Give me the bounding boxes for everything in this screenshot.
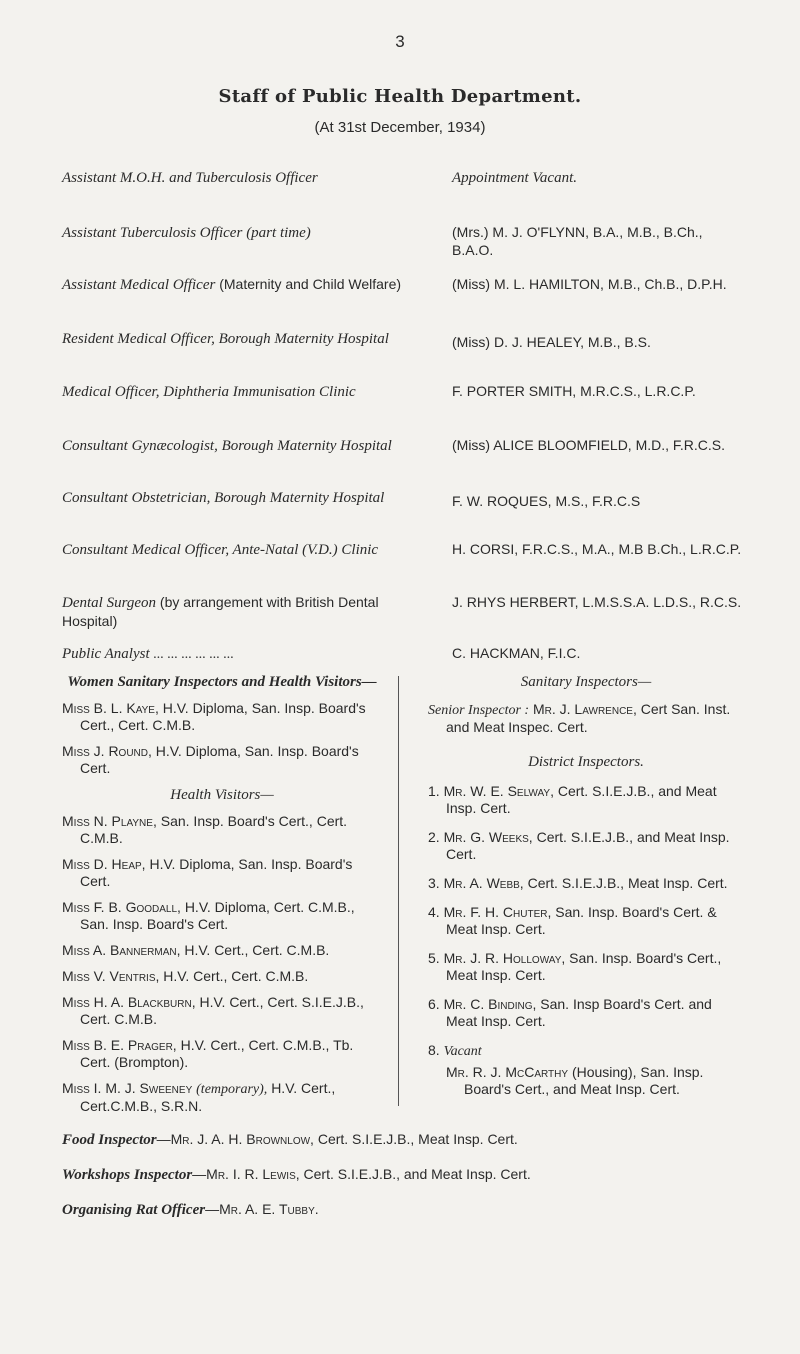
page-subtitle: (At 31st December, 1934) [314, 119, 486, 136]
appointment-role: Medical Officer, Diphtheria Immunisation Clinic [62, 384, 356, 400]
staff-quals: H.V. Diploma, San. Insp. Board's Cert. [80, 856, 353, 889]
staff-name: —Mr. J. A. H. Brownlow, [156, 1131, 314, 1147]
staff-quals: H.V. Cert., Cert.C.M.B., S.R.N. [80, 1080, 336, 1114]
staff-name: Mr. W. E. Selway, [443, 783, 554, 799]
appointment-name: (Mrs.) M. J. O'FLYNN, B.A., M.B., B.Ch., B.A.O. [452, 224, 703, 258]
staff-quals: San. Insp. Board's Cert., Cert. C.M.B. [80, 813, 348, 846]
section-heading: Women Sanitary Inspectors and Health Visitors— [67, 674, 377, 690]
appointment-role: Resident Medical Officer, Borough Maternity Hospital [62, 331, 389, 347]
staff-quals: San. Insp Board's Cert. and Meat Insp. Cert. [446, 996, 712, 1029]
list-item [428, 875, 744, 892]
staff-name: —Mr. A. E. Tubby. [205, 1201, 319, 1217]
staff-quals: H.V. Cert., Cert. S.I.E.J.B., Cert. C.M.B. [80, 994, 364, 1027]
appointment-role-extra: (by arrangement with British Dental Hospital) [62, 594, 379, 629]
staff-name: Miss N. Playne, [62, 813, 157, 829]
staff-name: Mr. F. H. Chuter, [443, 904, 552, 920]
section-heading: Sanitary Inspectors— [520, 674, 652, 690]
footer-label: Workshops Inspector [62, 1167, 193, 1183]
staff-name: Mr. C. Binding, [443, 996, 537, 1012]
staff-quals: Cert San. Inst. and Meat Inspec. Cert. [446, 701, 731, 735]
appointment-name: (Miss) M. L. HAMILTON, M.B., Ch.B., D.P.H. [452, 276, 727, 292]
staff-quals: Cert. S.I.E.J.B., and Meat Insp. Cert. [446, 829, 730, 862]
staff-name: —Mr. I. R. Lewis, [192, 1166, 300, 1182]
staff-name: Mr. R. J. McCarthy [446, 1064, 569, 1080]
page-number: 3 [395, 32, 405, 51]
list-item [62, 700, 382, 734]
staff-quals: H.V. Diploma, Cert. C.M.B., San. Insp. Board's Cert. [80, 899, 355, 932]
list-item [428, 829, 744, 863]
list-item [428, 1042, 744, 1060]
staff-name: Vacant [443, 1044, 482, 1059]
list-item [428, 1064, 744, 1098]
appointment-name: F. PORTER SMITH, M.R.C.S., L.R.C.P. [452, 383, 696, 399]
appointment-role: Public Analyst [62, 646, 150, 662]
senior-label: Senior Inspector : [428, 703, 530, 718]
staff-quals: Cert. S.I.E.J.B., and Meat Insp. Cert. [303, 1166, 531, 1182]
list-item [62, 942, 382, 959]
staff-name: Mr. A. Webb, [443, 875, 524, 891]
list-item [62, 856, 382, 890]
appointment-name: H. CORSI, F.R.C.S., M.A., M.B B.Ch., L.R.C.P. [452, 541, 742, 557]
list-item [62, 899, 382, 933]
staff-quals: San. Insp. Board's Cert. & Meat Insp. Cert. [446, 904, 717, 937]
staff-quals: H.V. Cert., Cert. C.M.B. [184, 942, 330, 958]
staff-quals: Cert. S.I.E.J.B., Meat Insp. Cert. [317, 1131, 518, 1147]
staff-name: Mr. J. R. Holloway, [443, 950, 566, 966]
staff-name: Miss I. M. J. Sweeney [62, 1080, 193, 1096]
appointment-role: Assistant Tuberculosis Officer [62, 225, 243, 241]
staff-name: Miss A. Bannerman, [62, 942, 181, 958]
staff-name: Miss B. E. Prager, [62, 1037, 177, 1053]
appointment-role: Consultant Medical Officer, Ante-Natal (V.D.) Clinic [62, 542, 379, 558]
list-item [62, 1080, 382, 1115]
appointment-role-extra: (Maternity and Child Welfare) [219, 276, 402, 292]
staff-quals: H.V. Cert., Cert. C.M.B. [163, 968, 309, 984]
staff-quals: Cert. S.I.E.J.B., Meat Insp. Cert. [527, 875, 728, 891]
list-item [62, 1037, 382, 1071]
list-item [428, 783, 744, 817]
appointment-name: Appointment Vacant. [452, 170, 577, 186]
item-number: 2. [428, 829, 440, 845]
staff-name: Mr. J. Lawrence, [532, 701, 637, 717]
appointment-role: Assistant Medical Officer [62, 277, 216, 293]
list-item [62, 994, 382, 1028]
staff-name: Miss V. Ventris, [62, 968, 160, 984]
staff-name: Miss D. Heap, [62, 856, 146, 872]
staff-name: Miss H. A. Blackburn, [62, 994, 196, 1010]
item-number: 6. [428, 996, 440, 1012]
column-divider [398, 676, 399, 1106]
leader-dots: ... ... ... ... ... ... [153, 647, 235, 662]
footer-line [62, 1201, 762, 1219]
staff-name: Miss F. B. Goodall, [62, 899, 181, 915]
staff-name: Miss B. L. Kaye, [62, 700, 159, 716]
appointment-name: F. W. ROQUES, M.S., F.R.C.S [452, 493, 641, 509]
senior-inspector [428, 701, 744, 736]
footer-line [62, 1131, 762, 1149]
list-item [62, 968, 382, 985]
staff-quals: San. Insp. Board's Cert., Meat Insp. Cert. [446, 950, 722, 983]
staff-quals: Cert. S.I.E.J.B., and Meat Insp. Cert. [446, 783, 717, 816]
staff-quals: (Housing), San. Insp. Board's Cert., and Meat Insp. Cert. [464, 1064, 704, 1097]
appointment-name: J. RHYS HERBERT, L.M.S.S.A. L.D.S., R.C.S. [452, 594, 742, 610]
list-item [428, 996, 744, 1030]
staff-name: Mr. G. Weeks, [443, 829, 533, 845]
women-inspectors-column [62, 674, 382, 1115]
item-number: 5. [428, 950, 440, 966]
appointment-role: Dental Surgeon [62, 595, 157, 611]
appointment-role: Assistant M.O.H. and Tuberculosis Officer [62, 170, 318, 186]
list-item [62, 813, 382, 847]
staff-quals: H.V. Diploma, San. Insp. Board's Cert., Cert. C.M.B. [80, 700, 366, 733]
item-number: 8. [428, 1042, 440, 1058]
footer-line [62, 1166, 762, 1184]
appointment-name: C. HACKMAN, F.I.C. [452, 645, 581, 661]
appointment-role: Consultant Obstetrician, Borough Maternity Hospital [62, 490, 385, 506]
item-number: 4. [428, 904, 440, 920]
list-item [62, 743, 382, 777]
list-item [428, 950, 744, 984]
section-heading: District Inspectors. [528, 754, 644, 770]
staff-quals: H.V. Cert., Cert. C.M.B., Tb. Cert. (Brompton). [80, 1037, 354, 1070]
appointment-name: (Miss) ALICE BLOOMFIELD, M.D., F.R.C.S. [452, 437, 726, 453]
list-item [428, 904, 744, 938]
footer-label: Organising Rat Officer [62, 1202, 206, 1218]
page-title: Staff of Public Health Department. [218, 86, 582, 107]
staff-note: (temporary), [196, 1082, 268, 1097]
staff-name: Miss J. Round, [62, 743, 152, 759]
appointment-role: Consultant Gynæcologist, Borough Maternity Hospital [62, 438, 392, 454]
sanitary-inspectors-column [428, 674, 744, 1098]
item-number: 3. [428, 875, 440, 891]
appointment-role-note: (part time) [246, 225, 311, 241]
item-number: 1. [428, 783, 440, 799]
staff-quals: H.V. Diploma, San. Insp. Board's Cert. [80, 743, 359, 776]
footer-label: Food Inspector [62, 1132, 157, 1148]
appointment-name: (Miss) D. J. HEALEY, M.B., B.S. [452, 334, 651, 350]
section-heading: Health Visitors— [170, 787, 274, 803]
